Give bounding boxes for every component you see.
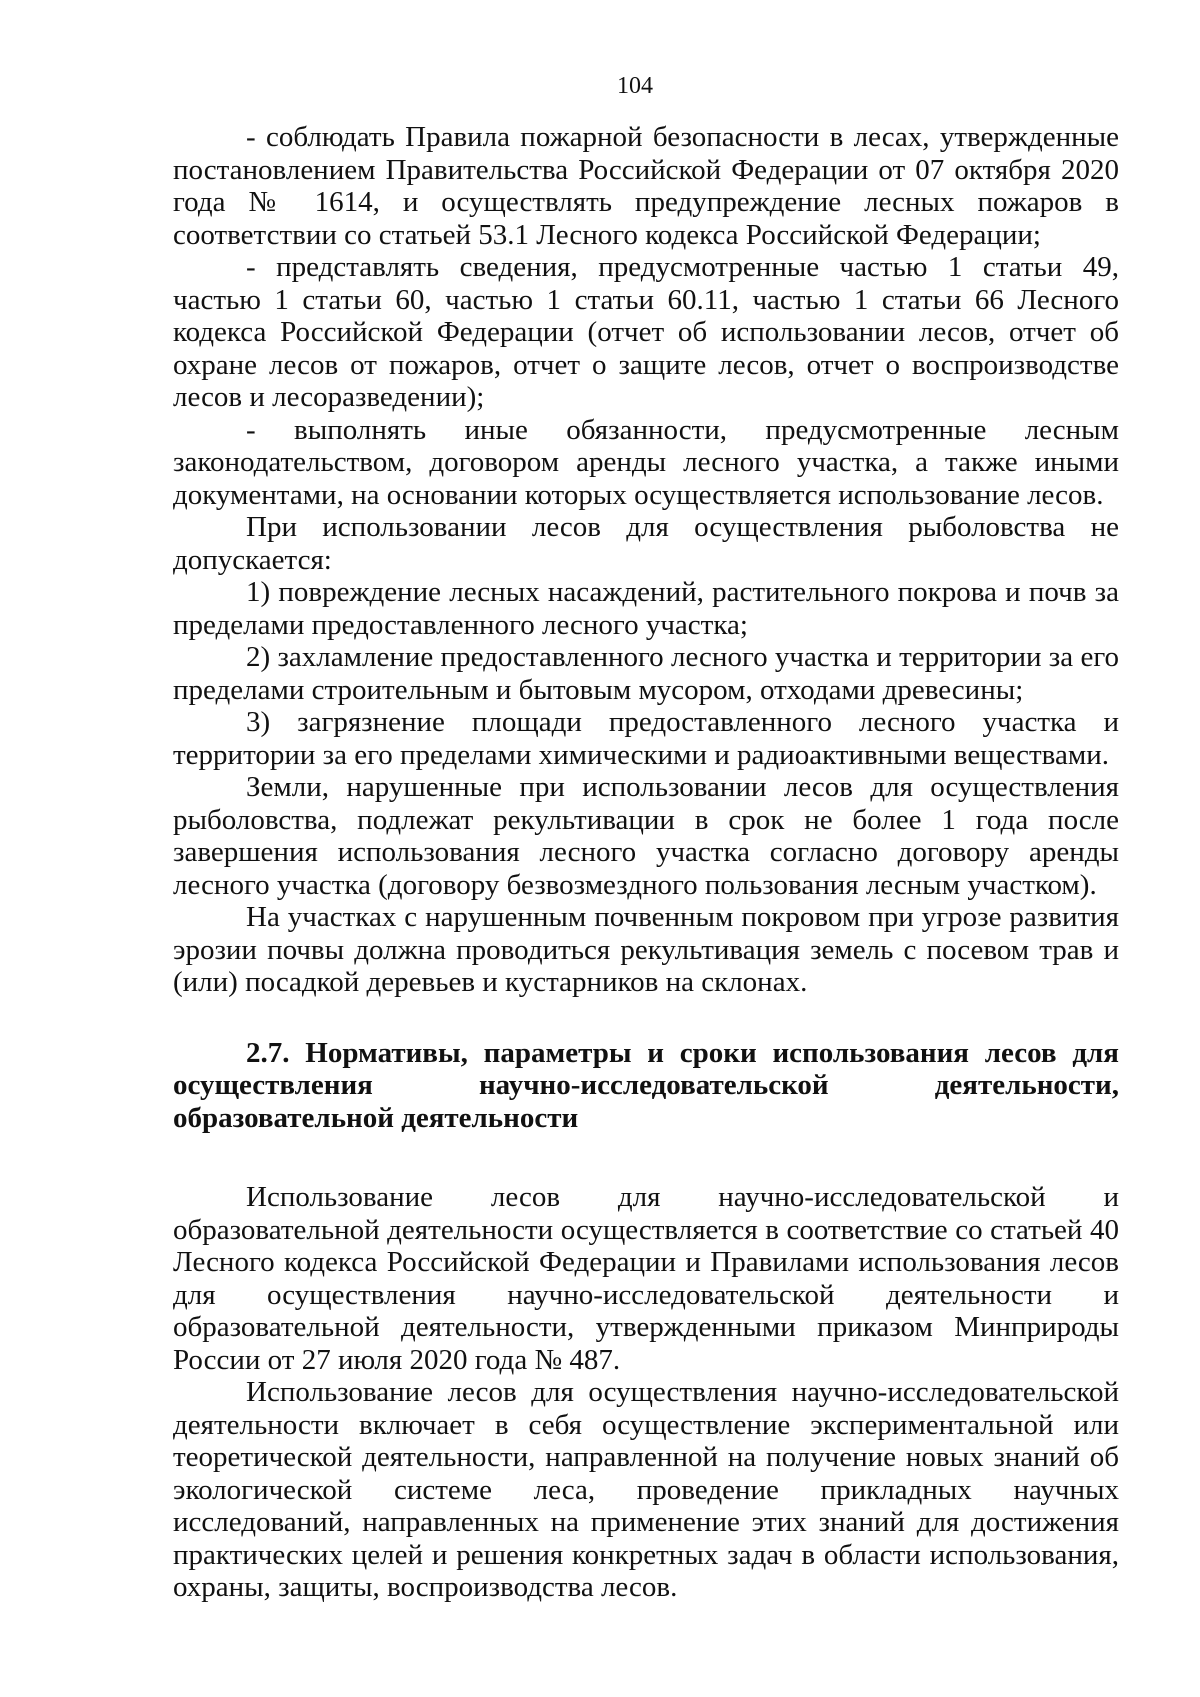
list-item-littering: 2) захламление предоставленного лесного участка и территории за его пределами строительным и бытовым мусором, отходами древесины;	[173, 641, 1119, 706]
paragraph-fire-safety: - соблюдать Правила пожарной безопасности в лесах, утвержденные постановлением Правительства Российской Федерации от 07 октября 2020 года № 1614, и осуществлять предупреждение лесных пожаров в соответствии со статьей 53.1 Лесного кодекса Российской Федерации;	[173, 121, 1119, 251]
list-item-pollution: 3) загрязнение площади предоставленного лесного участка и территории за его пределами химическими и радиоактивными веществами.	[173, 706, 1119, 771]
section-heading: 2.7. Нормативы, параметры и сроки использования лесов для осуществления научно-исследовательской деятельности, образовательной деятельности	[173, 1036, 1119, 1134]
paragraph-reclamation: Земли, нарушенные при использовании лесов для осуществления рыболовства, подлежат рекультивации в срок не более 1 года после завершения использования лесного участка согласно договору аренды лесного участка (договору безвозмездного пользования лесным участком).	[173, 771, 1119, 901]
paragraph-research-basis: Использование лесов для научно-исследовательской и образовательной деятельности осуществляется в соответствие со статьей 40 Лесного кодекса Российской Федерации и Правилами использования лесов для осуществления научно-исследовательской деятельности и образовательной деятельности, утвержденными приказом Минприроды России от 27 июля 2020 года № 487.	[173, 1181, 1119, 1376]
document-body	[173, 121, 1119, 1604]
page-number: 104	[617, 73, 653, 99]
paragraph-reporting: - представлять сведения, предусмотренные частью 1 статьи 49, частью 1 статьи 60, частью 1 статьи 60.11, частью 1 статьи 66 Лесного кодекса Российской Федерации (отчет об использовании лесов, отчет об охране лесов от пожаров, отчет о защите лесов, отчет о воспроизводстве лесов и лесоразведении);	[173, 251, 1119, 413]
heading-spacer	[173, 1134, 1119, 1181]
paragraph-other-duties: - выполнять иные обязанности, предусмотренные лесным законодательством, договором аренды лесного участка, а также иными документами, на основании которых осуществляется использование лесов.	[173, 413, 1119, 511]
paragraph-erosion: На участках с нарушенным почвенным покровом при угрозе развития эрозии почвы должна проводиться рекультивация земель с посевом трав и (или) посадкой деревьев и кустарников на склонах.	[173, 901, 1119, 998]
paragraph-fishing-prohibitions: При использовании лесов для осуществления рыболовства не допускается:	[173, 511, 1119, 576]
list-item-damage: 1) повреждение лесных насаждений, растительного покрова и почв за пределами предоставленного лесного участка;	[173, 576, 1119, 641]
paragraph-research-scope: Использование лесов для осуществления научно-исследовательской деятельности включает в себя осуществление экспериментальной или теоретической деятельности, направленной на получение новых знаний об экологической системе леса, проведение прикладных научных исследований, направленных на применение этих знаний для достижения практических целей и решения конкретных задач в области использования, охраны, защиты, воспроизводства лесов.	[173, 1376, 1119, 1603]
